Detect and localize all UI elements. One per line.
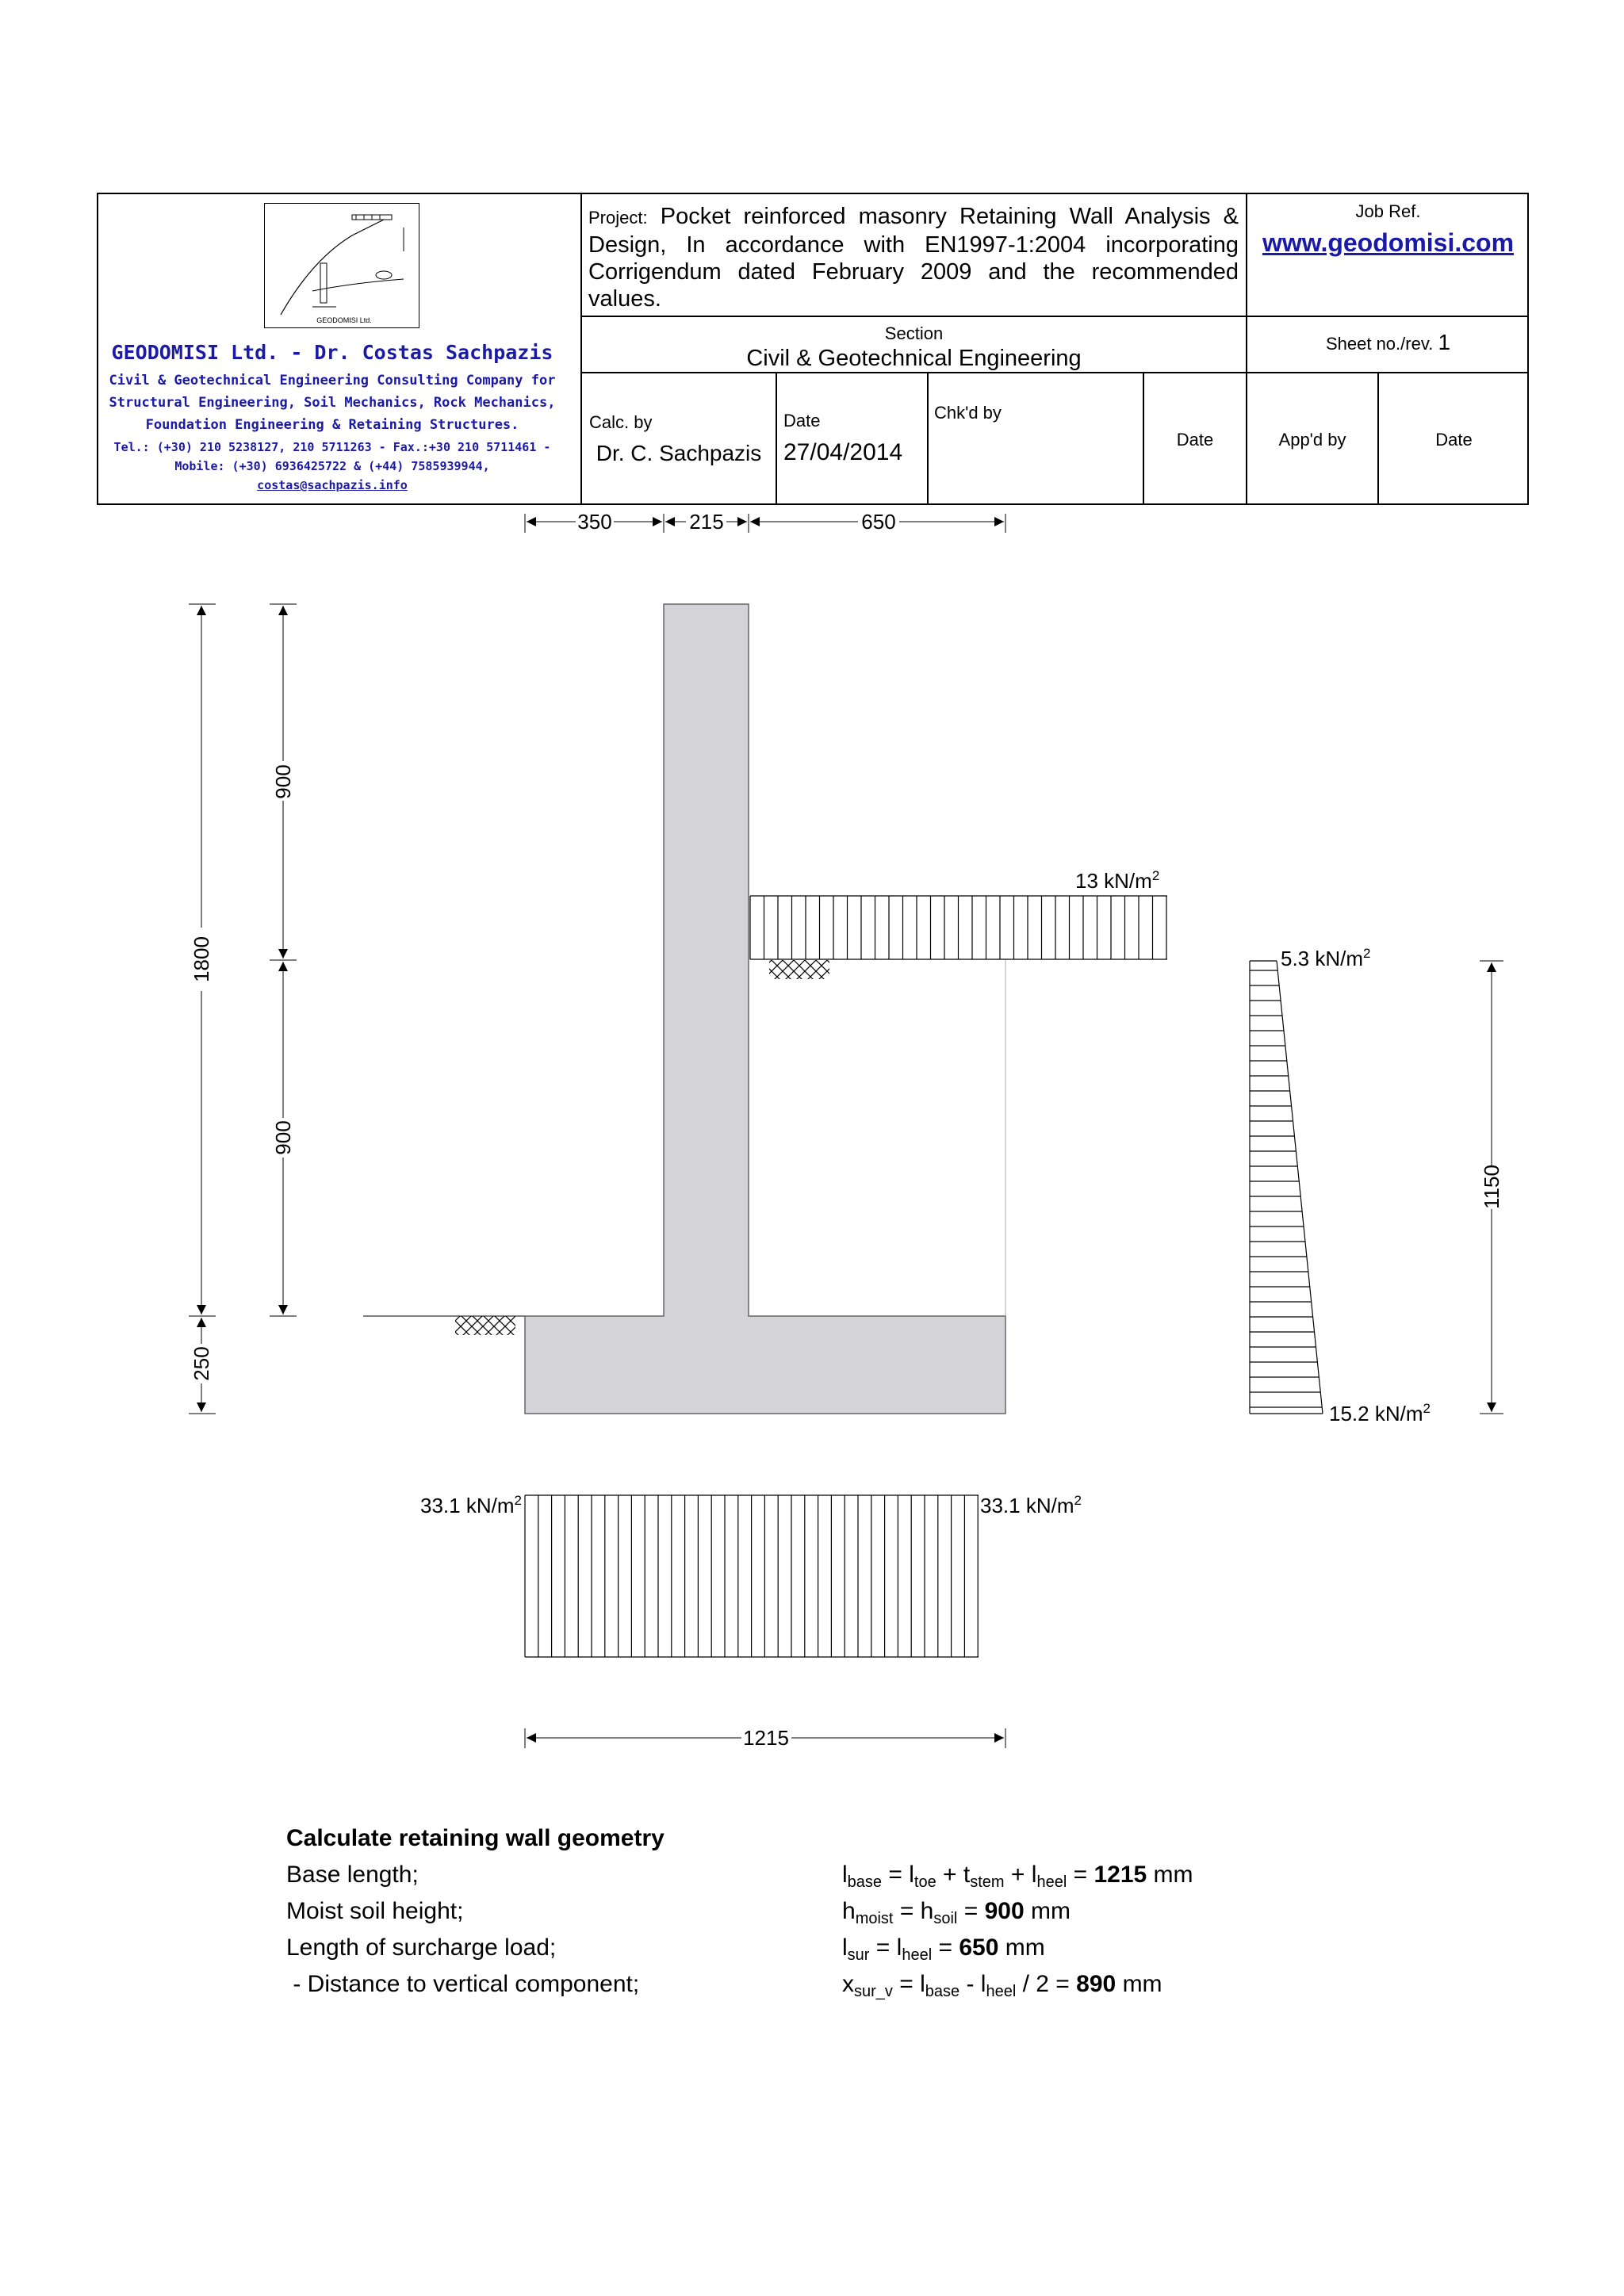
dimension-left-inner	[270, 604, 297, 1316]
company-desc-2: Structural Engineering, Soil Mechanics, Rock Mechanics,	[109, 395, 556, 411]
sheet-value: 1	[1438, 330, 1451, 354]
dim-base-thickness-label: 250	[190, 1346, 213, 1381]
date-label: Date	[783, 411, 821, 430]
dim-toe-label: 350	[577, 510, 612, 534]
sheet-label: Sheet no./rev.	[1325, 334, 1434, 354]
calc-row-label: Length of surcharge load;	[286, 1934, 557, 1961]
wall-section	[525, 604, 1005, 1414]
lateral-pressure-diagram	[1250, 961, 1323, 1414]
project-text: Pocket reinforced masonry Retaining Wall Analysis & Design, In accordance with EN1997-1:2004 incorporating Corrigendum dated February 2009 and the recommended values.	[588, 204, 1239, 312]
surcharge-label: 13 $kN/m^2$	[1075, 868, 1160, 893]
soil-hatch-toe	[455, 1316, 515, 1335]
bearing-left-label: 33.1 $kN/m^2$	[420, 1493, 522, 1517]
dim-stem-label: 215	[689, 510, 724, 534]
calc-row-label: Moist soil height;	[286, 1898, 464, 1924]
calc-row-equation: $x_{sur\_v} = l_{base} - l_{heel} / 2 = 890$ mm	[842, 1971, 1162, 2000]
logo-text: GEODOMISI Ltd.	[316, 316, 372, 324]
job-ref-label: Job Ref.	[1355, 201, 1421, 221]
pressure-bottom-label: 15.2 $kN/m^2$	[1329, 1401, 1431, 1425]
chkd-by-label: Chk'd by	[934, 403, 1002, 423]
project-label: Project:	[588, 208, 648, 228]
company-contact-2: Mobile: (+30) 6936425722 & (+44) 7585939944,	[174, 459, 490, 473]
company-desc-1: Civil & Geotechnical Engineering Consulting Company for	[109, 373, 556, 388]
dim-base-length-label: 1215	[743, 1726, 789, 1750]
dim-moist-soil-label: 900	[271, 1120, 295, 1155]
date2-label: Date	[1176, 430, 1214, 450]
website-link[interactable]: www.geodomisi.com	[1262, 228, 1515, 257]
calc-row-equation: $h_{moist} = h_{soil} = 900$ mm	[842, 1898, 1071, 1927]
pressure-top-label: 5.3 $kN/m^2$	[1281, 946, 1371, 970]
calc-row-label: - Distance to vertical component;	[286, 1971, 640, 1997]
calc-by-label: Calc. by	[589, 412, 653, 432]
dimension-left-outer	[189, 604, 216, 1414]
section-value: Civil & Geotechnical Engineering	[746, 346, 1082, 371]
company-email[interactable]: costas@sachpazis.info	[257, 478, 408, 492]
calc-row-equation: $l_{base} = l_{toe} + t_{stem} + l_{heel} = 1215$ mm	[842, 1862, 1193, 1891]
date-value: 27/04/2014	[783, 439, 903, 465]
dim-retained-height-label: 1150	[1480, 1165, 1503, 1209]
calc-by-value: Dr. C. Sachpazis	[596, 441, 762, 465]
soil-hatch-heel	[769, 960, 829, 979]
dim-heel-label: 650	[861, 510, 896, 534]
company-desc-3: Foundation Engineering & Retaining Structures.	[145, 417, 519, 433]
dim-height-label: 1800	[190, 936, 213, 982]
calc-heading: Calculate retaining wall geometry	[286, 1825, 665, 1851]
calc-row-label: Base length;	[286, 1862, 419, 1888]
surcharge-load	[750, 896, 1167, 959]
company-name: GEODOMISI Ltd. - Dr. Costas Sachpazis	[111, 341, 553, 364]
bearing-right-label: 33.1 $kN/m^2$	[980, 1493, 1082, 1517]
appd-by-label: App'd by	[1278, 430, 1346, 450]
dim-upper-stem-label: 900	[271, 764, 295, 799]
date3-label: Date	[1435, 430, 1473, 450]
section-label: Section	[884, 323, 944, 343]
calc-row-equation: $l_{sur} = l_{heel} = 650$ mm	[842, 1934, 1045, 1964]
bearing-pressure-diagram	[525, 1495, 979, 1657]
company-contact-1: Tel.: (+30) 210 5238127, 210 5711263 - Fax.:+30 210 5711461 -	[113, 440, 551, 454]
